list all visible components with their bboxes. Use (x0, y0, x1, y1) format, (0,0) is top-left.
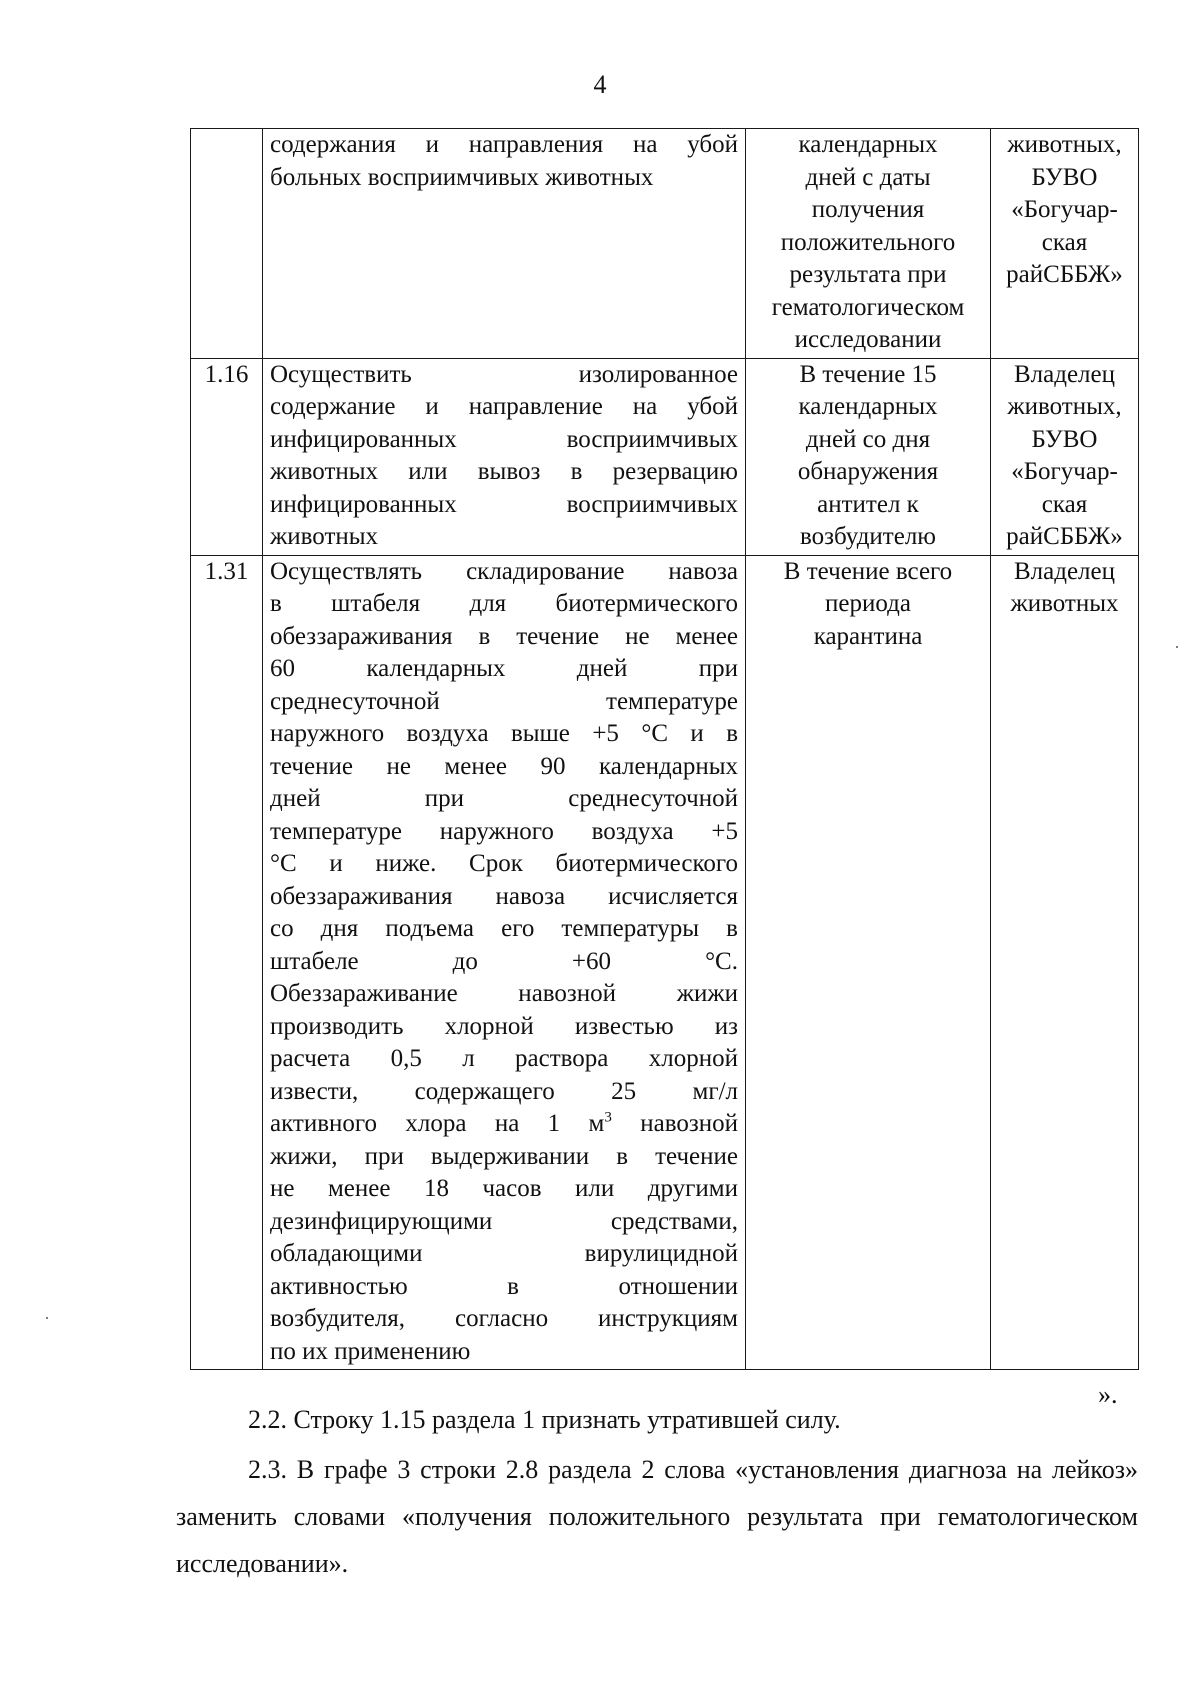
text-line: больных восприимчивых животных (270, 163, 654, 191)
text-line: обнаружения (797, 458, 939, 485)
text-line: исследовании (794, 326, 942, 353)
text-line: БУВО (1031, 163, 1098, 191)
term-cell (746, 129, 991, 359)
text-fragment: активного хлора на 1 м (270, 1110, 605, 1137)
term-cell (746, 358, 991, 555)
text-line: расчета 0,5 л раствора хлорной (270, 1045, 738, 1072)
text-line: дезинфицирующими средствами, (270, 1207, 738, 1235)
text-line: возбудителю (800, 523, 936, 550)
text-line: ская (1041, 490, 1088, 518)
text-line: производить хлорной известью из (270, 1012, 738, 1040)
text-line: животных (270, 523, 379, 550)
text-line: обладающими вирулицидной (270, 1240, 738, 1267)
text-line: животных, (1007, 393, 1122, 420)
text-line: дней со дня (805, 425, 931, 453)
measure-description-cell (263, 358, 746, 555)
responsible-cell (991, 358, 1139, 555)
text-line: обеззараживания навоза исчисляется (270, 882, 738, 910)
text-line: Осуществить изолированное (270, 360, 738, 388)
text-line: периода (825, 590, 911, 617)
text-line: «Богучар- (1011, 196, 1118, 223)
text-line: результата при (789, 261, 947, 288)
paragraph-2-2: 2.2. Строку 1.15 раздела 1 признать утратившей силу. (248, 1405, 841, 1434)
table-row (191, 358, 1139, 555)
text-line: в штабеля для биотермического (270, 590, 738, 617)
text-line: получения (811, 196, 925, 223)
closing-quote: ». (1098, 1380, 1118, 1409)
text-line: со дня подъема его температуры в (270, 915, 738, 942)
text-line: по их применению (270, 1337, 471, 1365)
row-number-cell (191, 129, 263, 359)
scan-speck (1176, 646, 1178, 648)
text-line: Владелец (1013, 557, 1115, 585)
table-row (191, 555, 1139, 1370)
text-line: Обеззараживание навозной жижи (270, 980, 738, 1007)
text-line: животных (1010, 590, 1119, 617)
text-line: штабеле до +60 °С. (270, 947, 738, 975)
scan-speck (46, 1317, 48, 1319)
text-line: возбудителя, согласно инструкциям (270, 1305, 738, 1332)
measure-description-cell (263, 555, 746, 1370)
text-line: температуре наружного воздуха +5 (270, 817, 738, 845)
text-line: Осуществлять складирование навоза (270, 557, 738, 585)
responsible-cell (991, 129, 1139, 359)
text-line: °С и ниже. Срок биотермического (270, 850, 738, 877)
table-row (191, 129, 1139, 359)
text-line: животных или вывоз в резервацию (270, 458, 738, 485)
superscript: 3 (604, 1109, 612, 1126)
text-fragment: навозной (611, 1110, 738, 1137)
text-line: содержание и направление на убой (270, 393, 738, 420)
text-line: райСББЖ» (1006, 261, 1123, 288)
text-line: гематологическом (771, 293, 965, 321)
text-line: положительного (780, 228, 956, 256)
text-line-with-superscript (270, 1108, 738, 1141)
text-line: содержания и направления на убой (270, 131, 738, 158)
text-line: не менее 18 часов или другими (270, 1175, 738, 1202)
text-line: «Богучар- (1011, 458, 1118, 485)
text-line: календарных (798, 393, 938, 420)
measure-description-cell (263, 129, 746, 359)
text-line: дней с даты (805, 163, 931, 191)
text-line: антител к (817, 490, 919, 518)
text-line: активностью в отношении (270, 1272, 738, 1300)
responsible-cell (991, 555, 1139, 1370)
measures-table (190, 128, 1139, 1370)
text-line: БУВО (1031, 425, 1098, 453)
text-line: инфицированных восприимчивых (270, 490, 738, 518)
text-line: Владелец (1013, 360, 1115, 388)
text-line: райСББЖ» (1006, 523, 1123, 550)
text-line: карантина (813, 622, 923, 650)
text-line: В течение всего (783, 557, 953, 585)
text-line: течение не менее 90 календарных (270, 752, 738, 780)
row-number-cell: 1.16 (191, 358, 263, 555)
text-line: календарных (798, 131, 938, 158)
text-line: дней при среднесуточной (270, 785, 738, 812)
text-line: жижи, при выдерживании в течение (270, 1142, 738, 1170)
text-line: обеззараживания в течение не менее (270, 622, 738, 650)
row-number-cell: 1.31 (191, 555, 263, 1370)
text-line: ская (1041, 228, 1088, 256)
text-line: среднесуточной температуре (270, 687, 738, 715)
paragraph-2-3: 2.3. В графе 3 строки 2.8 раздела 2 слова «установления диагноза на лейкоз» заменить словами «получения положительного результата при гематологическом исследовании». (176, 1455, 1138, 1578)
text-line: животных, (1007, 131, 1122, 158)
text-line: извести, содержащего 25 мг/л (270, 1077, 738, 1105)
text-line: 60 календарных дней при (270, 655, 738, 682)
text-line: инфицированных восприимчивых (270, 425, 738, 453)
text-line: наружного воздуха выше +5 °С и в (270, 720, 738, 747)
term-cell (746, 555, 991, 1370)
page-number: 4 (593, 70, 607, 99)
text-line: В течение 15 (799, 360, 937, 388)
